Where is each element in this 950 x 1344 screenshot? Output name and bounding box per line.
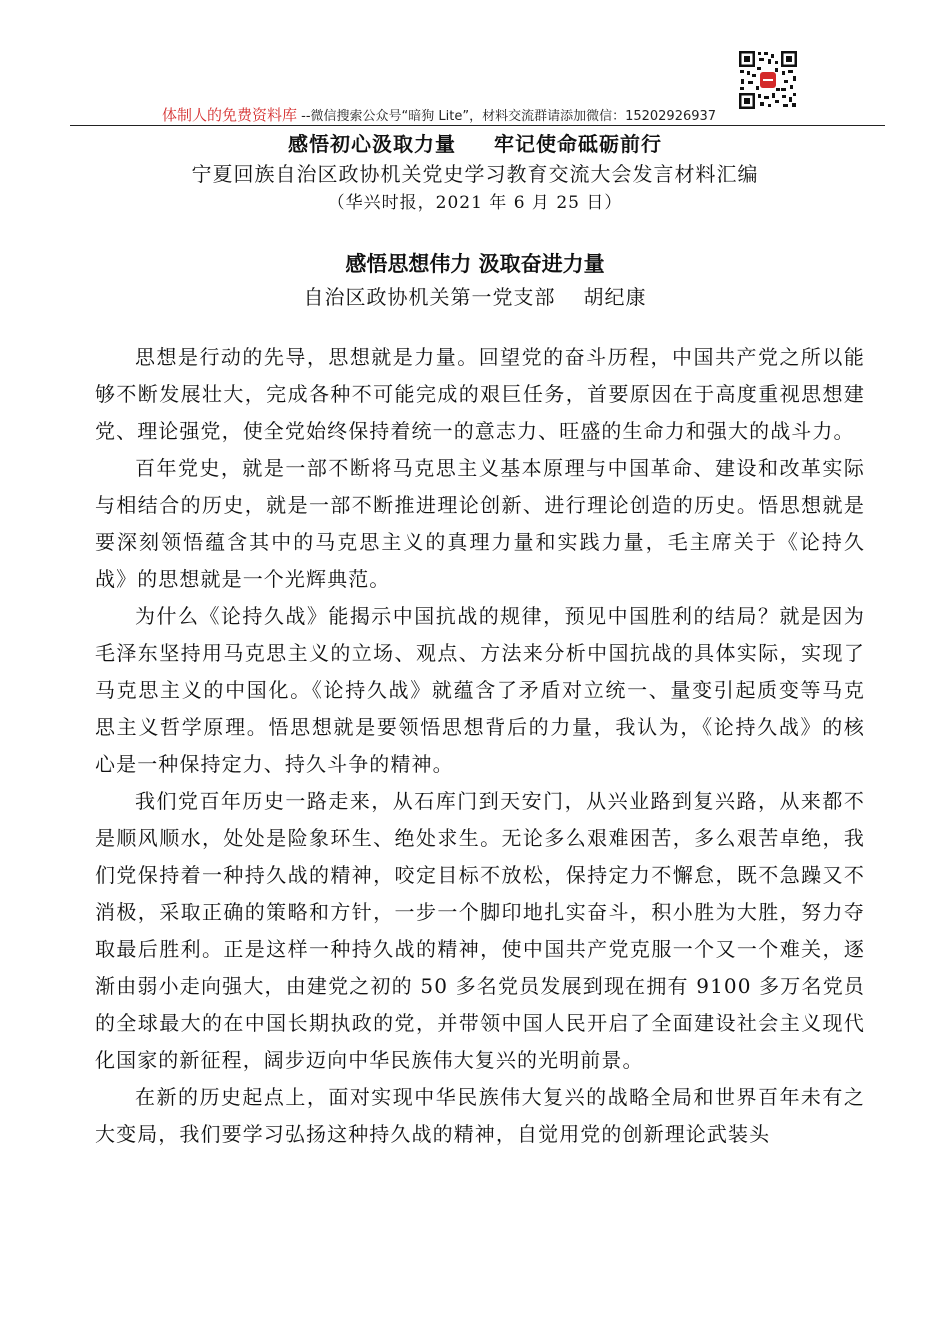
watermark-brand: 体制人的免费资料库 (162, 106, 298, 124)
paragraph: 思想是行动的先导，思想就是力量。回望党的奋斗历程，中国共产党之所以能够不断发展壮大，完成各种不可能完成的艰巨任务，首要原因在于高度重视思想建党、理论强党，使全党始终保持着统一的意志力、旺盛的生命力和强大的战斗力。 (95, 345, 865, 443)
article-title: 感悟思想伟力 汲取奋进力量 (345, 251, 605, 276)
collection-subtitle: 宁夏回族自治区政协机关党史学习教育交流大会发言材料汇编 (191, 162, 759, 186)
author-line (0, 283, 950, 311)
collection-title-left: 感悟初心汲取力量 (288, 132, 456, 156)
collection-title-right: 牢记使命砥砺前行 (494, 132, 662, 156)
author-org: 自治区政协机关第一党支部 (303, 285, 556, 309)
watermark-text: --微信搜索公众号“暗狗 Lite”，材料交流群请添加微信：15202926937 (297, 109, 717, 124)
article-body (95, 339, 865, 1153)
header-rule (70, 125, 885, 126)
paragraph: 我们党百年历史一路走来，从石库门到天安门，从兴业路到复兴路，从来都不是顺风顺水，处处是险象环生、绝处求生。无论多么艰难困苦，多么艰苦卓绝，我们党保持着一种持久战的精神，咬定目标不放松，保持定力不懈怠，既不急躁又不消极，采取正确的策略和方针，一步一个脚印地扎实奋斗，积小胜为大胜，努力夺取最后胜利。正是这样一种持久战的精神，使中国共产党克服一个又一个难关，逐渐由弱小走向强大，由建党之初的 50 多名党员发展到现在拥有 9100 多万名党员的全球最大的在中国长期执政的党，并带领中国人民开启了全面建设社会主义现代化国家的新征程，阔步迈向中华民族伟大复兴的光明前景。 (95, 789, 865, 1072)
paragraph: 在新的历史起点上，面对实现中华民族伟大复兴的战略全局和世界百年未有之大变局，我们要学习弘扬这种持久战的精神，自觉用党的创新理论武装头 (95, 1085, 865, 1146)
qr-code-icon (738, 50, 798, 110)
author-name: 胡纪康 (583, 285, 647, 309)
paragraph: 为什么《论持久战》能揭示中国抗战的规律，预见中国胜利的结局？就是因为毛泽东坚持用马克思主义的立场、观点、方法来分析中国抗战的具体实际，实现了马克思主义的中国化。《论持久战》就蕴含了矛盾对立统一、量变引起质变等马克思主义哲学原理。悟思想就是要领悟思想背后的力量，我认为，《论持久战》的核心是一种保持定力、持久斗争的精神。 (95, 604, 865, 776)
paragraph: 百年党史，就是一部不断将马克思主义基本原理与中国革命、建设和改革实际与相结合的历史，就是一部不断推进理论创新、进行理论创造的历史。悟思想就是要深刻领悟蕴含其中的马克思主义的真理力量和实践力量，毛主席关于《论持久战》的思想就是一个光辉典范。 (95, 456, 865, 591)
source-line: （华兴时报，2021 年 6 月 25 日） (327, 193, 623, 213)
watermark-line (162, 106, 802, 126)
collection-title (0, 130, 950, 158)
